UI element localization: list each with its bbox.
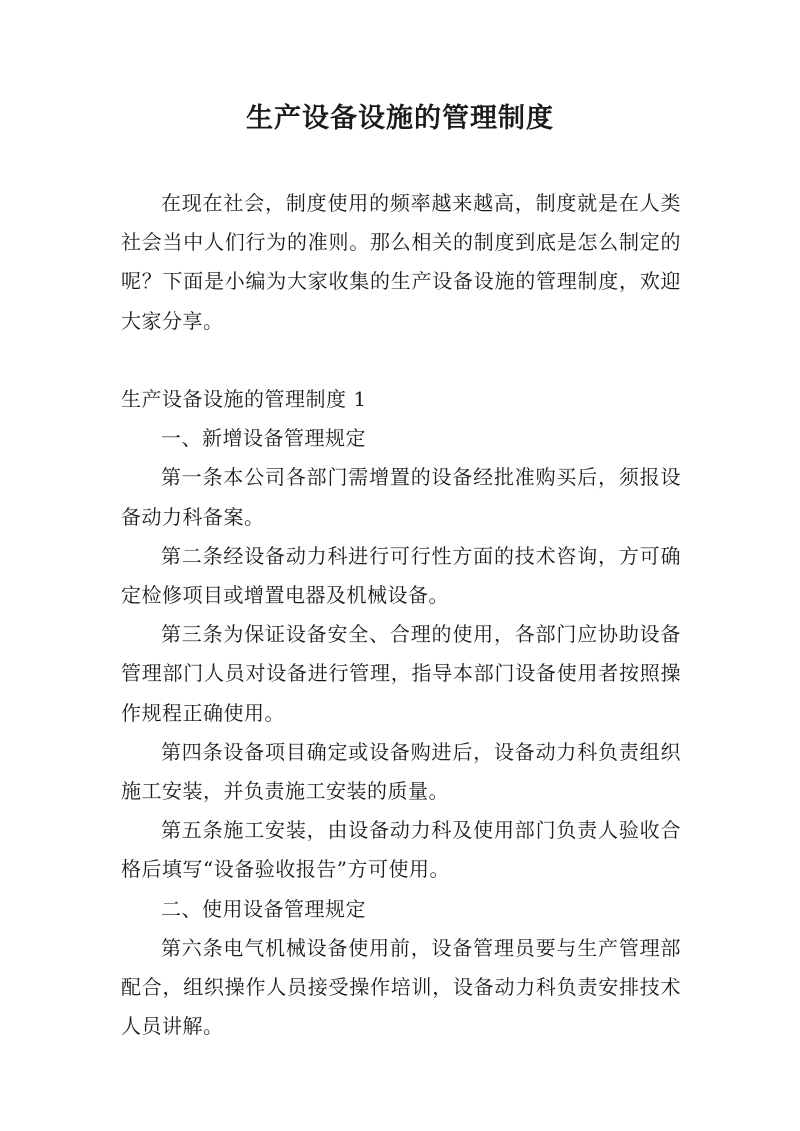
section-heading: 生产设备设施的管理制度 1 bbox=[121, 387, 367, 411]
article-3: 第三条为保证设备安全、合理的使用，各部门应协助设备管理部门人员对设备进行管理，指导本部门设备使用者按照操作规程正确使用。 bbox=[121, 622, 681, 725]
document-title: 生产设备设施的管理制度 bbox=[246, 103, 554, 134]
article-4: 第四条设备项目确定或设备购进后，设备动力科负责组织施工安装，并负责施工安装的质量。 bbox=[121, 739, 681, 804]
subsection-heading-new-equipment: 一、新增设备管理规定 bbox=[161, 426, 366, 451]
intro-paragraph: 在现在社会，制度使用的频率越来越高，制度就是在人类社会当中人们行为的准则。那么相关的制度到底是怎么制定的呢？下面是小编为大家收集的生产设备设施的管理制度，欢迎大家分享。 bbox=[121, 191, 681, 333]
article-5: 第五条施工安装，由设备动力科及使用部门负责人验收合格后填写“设备验收报告”方可使用。 bbox=[121, 818, 681, 882]
paragraph-spacer bbox=[121, 341, 681, 380]
article-2: 第二条经设备动力科进行可行性方面的技术咨询，方可确定检修项目或增置电器及机械设备。 bbox=[121, 543, 681, 608]
article-1: 第一条本公司各部门需增置的设备经批准购买后，须报设备动力科备案。 bbox=[121, 465, 681, 529]
subsection-heading-usage: 二、使用设备管理规定 bbox=[161, 896, 366, 921]
document-body bbox=[121, 184, 681, 1046]
article-6: 第六条电气机械设备使用前，设备管理员要与生产管理部配合，组织操作人员接受操作培训，设备动力科负责安排技术人员讲解。 bbox=[121, 935, 681, 1039]
